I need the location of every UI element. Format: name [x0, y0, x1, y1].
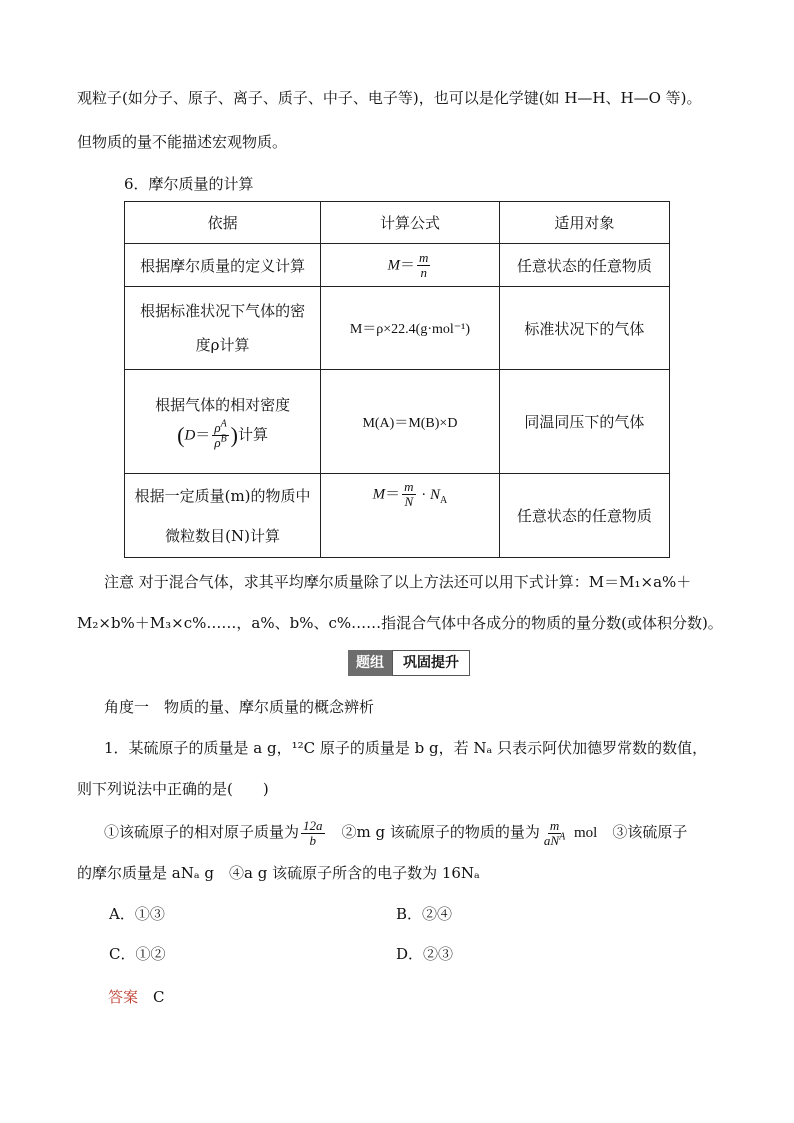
- note-line-2: M₂×b%＋M₃×c%……，a%、b%、c%……指混合气体中各成分的物质的量分数(或体积分数)。: [77, 614, 723, 632]
- row3-basis-suffix: 计算: [238, 425, 269, 443]
- row2-target: 标准状况下的气体: [499, 287, 669, 370]
- badge-group-label: 题组: [348, 650, 392, 676]
- unit-mol: mol: [573, 825, 598, 841]
- answer-value: C: [153, 988, 165, 1006]
- row4-formula: M＝ $\frac{m}{N}$ · $N_A$: [321, 474, 500, 558]
- intro-line-1: 观粒子(如分子、原子、离子、质子、中子、电子等)，也可以是化学键(如 H—H、H—O 等)。: [77, 89, 702, 107]
- intro-line-2: 但物质的量不能描述宏观物质。: [77, 133, 288, 151]
- answer-line: [108, 987, 165, 1007]
- section-badge: [348, 650, 470, 676]
- header-target: 适用对象: [499, 202, 669, 244]
- angle-heading: 角度一 物质的量、摩尔质量的概念辨析: [104, 698, 375, 716]
- row4-basis-line1: 根据一定质量(m)的物质中: [134, 486, 311, 505]
- table-row: [125, 474, 670, 558]
- row1-formula: M＝ $\frac{m}{n}$: [321, 244, 500, 287]
- note-line-1: 注意 对于混合气体，求其平均摩尔质量除了以上方法还可以用下式计算：M＝M₁×a%＋: [104, 573, 692, 591]
- question-line-2: 则下列说法中正确的是( ): [77, 780, 269, 798]
- statement-3: ③该硫原子: [612, 823, 688, 841]
- table-header-row: [125, 202, 670, 244]
- question-line-4: 的摩尔质量是 aNₐ g ④a g 该硫原子所含的电子数为 16Nₐ: [77, 864, 480, 882]
- option-c[interactable]: C．①②: [109, 945, 166, 963]
- question-line-3: [104, 818, 687, 848]
- question-line-1: 1．某硫原子的质量是 a g，¹²C 原子的质量是 b g，若 Nₐ 只表示阿伏加德罗常数的数值，: [104, 739, 708, 757]
- row2-basis-line1: 根据标准状况下气体的密: [140, 302, 306, 320]
- statement-2: ②m g 该硫原子的物质的量为: [341, 823, 540, 841]
- answer-label: 答案: [108, 988, 139, 1006]
- table-row: [125, 370, 670, 474]
- section-6-title: 6．摩尔质量的计算: [124, 175, 254, 193]
- row1-basis: 根据摩尔质量的定义计算: [125, 244, 321, 287]
- fraction-12a-b: $\frac{12a}{b}$: [303, 817, 323, 848]
- row4-basis-line2: 微粒数目(N)计算: [165, 526, 280, 545]
- molar-mass-table: [124, 201, 670, 558]
- option-b[interactable]: B．②④: [396, 905, 453, 923]
- badge-title: 巩固提升: [392, 650, 470, 676]
- option-a[interactable]: A．①③: [109, 905, 165, 923]
- row2-basis: [125, 287, 321, 370]
- row3-basis-line1: 根据气体的相对密度: [155, 395, 291, 414]
- row3-basis-line2: (D＝ $\frac{\rho^A}{\rho^B}$ )计算: [177, 418, 269, 450]
- fraction-m-aNA: $\frac{m}{aN^A}$: [543, 817, 566, 848]
- row3-basis: [125, 370, 321, 474]
- table-row: [125, 244, 670, 287]
- row4-target: 任意状态的任意物质: [499, 474, 669, 558]
- header-formula: 计算公式: [321, 202, 500, 244]
- table-row: [125, 287, 670, 370]
- row3-target: 同温同压下的气体: [499, 370, 669, 474]
- row1-target: 任意状态的任意物质: [499, 244, 669, 287]
- row2-formula: M＝ρ×22.4(g·mol⁻¹): [321, 287, 500, 370]
- row3-formula: M(A)＝M(B)×D: [321, 370, 500, 474]
- statement-1: ①该硫原子的相对原子质量为: [104, 823, 300, 841]
- header-basis: 依据: [125, 202, 321, 244]
- row2-basis-line2: 度ρ计算: [195, 336, 250, 354]
- row4-basis: [125, 474, 321, 558]
- option-d[interactable]: D．②③: [396, 945, 454, 963]
